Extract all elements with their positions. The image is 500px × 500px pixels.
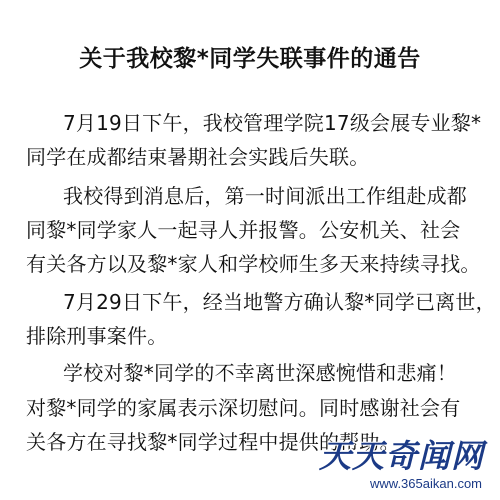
notice-title: 关于我校黎*同学失联事件的通告: [79, 46, 421, 72]
paragraph-1-line-2: 同学在成都结束暑期社会实践后失联。: [26, 145, 370, 169]
paragraph-2-line-3: 有关各方以及黎*家人和学校师生多天来持续寻找。: [26, 252, 481, 276]
watermark-logo: 天天奇闻网: [318, 437, 484, 475]
paragraph-2-line-1: 我校得到消息后，第一时间派出工作组赴成都: [63, 184, 467, 208]
paragraph-3-line-2: 排除刑事案件。: [26, 324, 168, 348]
paragraph-4-line-1: 学校对黎*同学的不幸离世深感惋惜和悲痛！: [63, 361, 457, 385]
paragraph-1-line-1: 7月19日下午，我校管理学院17级会展专业黎*: [63, 111, 482, 135]
site-watermark: [300, 438, 490, 496]
paragraph-4-line-3: 关各方在寻找黎*同学过程中提供的帮助。: [26, 430, 400, 454]
paragraph-4-line-2: 对黎*同学的家属表示深切慰问。同时感谢社会有: [26, 396, 461, 420]
paragraph-3-line-1: 7月29日下午，经当地警方确认黎*同学已离世，: [63, 290, 496, 314]
watermark-url: www.365aikan.com: [370, 476, 482, 491]
paragraph-2-line-2: 同黎*同学家人一起寻人并报警。公安机关、社会: [26, 218, 461, 242]
